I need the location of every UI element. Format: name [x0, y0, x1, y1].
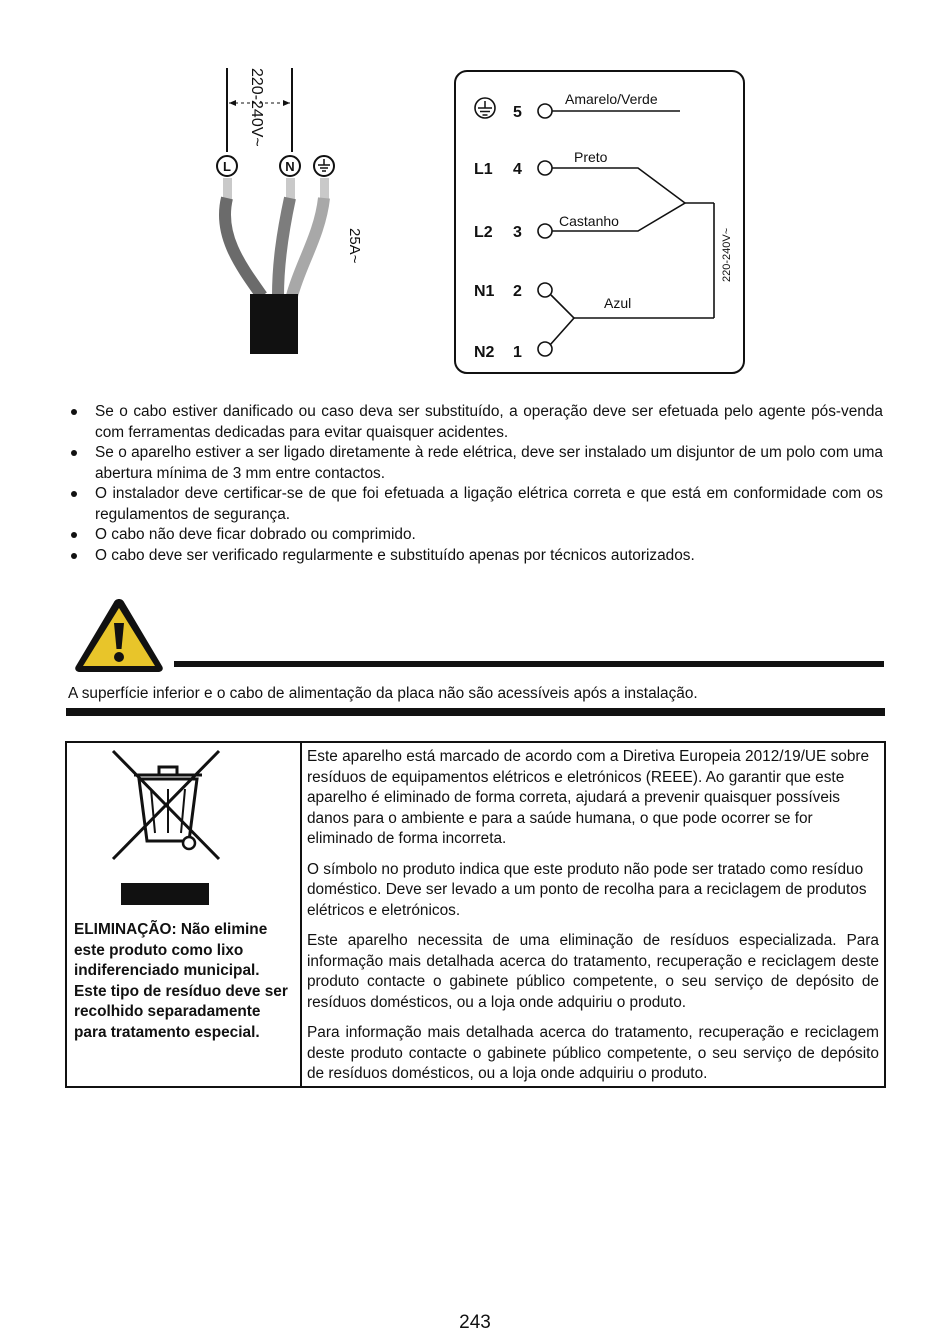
list-item: O instalador deve certificar-se de que foi efetuada a ligação elétrica correta e que está em conformidade com os regulamentos de segurança.	[68, 484, 883, 525]
terminal-label-l2: L2	[474, 224, 493, 241]
list-item: O cabo deve ser verificado regularmente e substituído apenas por técnicos autorizados.	[68, 546, 883, 567]
earth-ground-icon	[475, 98, 495, 118]
disposal-info-table	[65, 741, 886, 1088]
warning-triangle-icon	[72, 595, 166, 675]
terminal-label-l1: L1	[474, 161, 493, 178]
live-symbol-label: L	[223, 159, 231, 174]
terminal-screw-3	[538, 224, 552, 238]
wire-label-black: Preto	[574, 149, 608, 165]
neutral-symbol-label: N	[285, 159, 295, 174]
cable-voltage-label: 220-240V~	[248, 68, 265, 147]
warning-bottom-rule	[66, 708, 885, 716]
live-wire	[225, 198, 262, 296]
power-cable-diagram	[200, 60, 380, 360]
terminal-block-diagram	[452, 68, 748, 378]
disposal-paragraph: Este aparelho necessita de uma eliminação de resíduos especializada. Para informação mais detalhada acerca do tratamento, recuperação e reciclagem deste produto contacte o gabinete público competente, o seu serviço de depósito de resíduos domésticos, ou a loja onde adquiriu o produto.	[307, 932, 879, 1011]
disposal-details	[307, 747, 879, 1095]
terminal-number-2: 2	[513, 283, 522, 300]
table-divider	[300, 743, 302, 1086]
terminal-number-5: 5	[513, 104, 522, 121]
neutral-wire	[278, 198, 290, 296]
list-item: Se o aparelho estiver a ser ligado diretamente à rede elétrica, deve ser instalado um disjuntor de um polo com uma abertura mínima de 3 mm entre contactos.	[68, 443, 883, 484]
terminal-voltage-label: 220-240V~	[721, 227, 733, 282]
disposal-warning-text: ELIMINAÇÃO: Não elimine este produto como lixo indiferenciado municipal. Este tipo de resíduo deve ser recolhido separadamente para tratamento especial.	[74, 921, 288, 1041]
terminal-label-n2: N2	[474, 344, 495, 361]
warning-top-rule	[174, 661, 884, 667]
disposal-paragraph: Para informação mais detalhada acerca do tratamento, recuperação e reciclagem deste produto contacte o gabinete público competente, o seu serviço de depósito de resíduos domésticos, ou a loja onde adquiriu o produto.	[307, 1024, 879, 1082]
list-item: Se o cabo estiver danificado ou caso deva ser substituído, a operação deve ser efetuada pelo agente pós-venda com ferramentas dedicadas para evitar quaisquer acidentes.	[68, 402, 883, 443]
earth-wire	[292, 198, 324, 296]
terminal-screw-4	[538, 161, 552, 175]
safety-instructions-list	[68, 402, 883, 566]
warning-text: A superfície inferior e o cabo de alimentação da placa não são acessíveis após a instalação.	[68, 685, 698, 702]
terminal-screw-2	[538, 283, 552, 297]
terminal-label-n1: N1	[474, 283, 495, 300]
terminal-number-3: 3	[513, 224, 522, 241]
cable-jacket	[250, 294, 298, 354]
wire-label-yellow-green: Amarelo/Verde	[565, 91, 658, 107]
page-number: 243	[459, 1312, 491, 1333]
list-item: O cabo não deve ficar dobrado ou comprimido.	[68, 525, 883, 546]
disposal-paragraph: Este aparelho está marcado de acordo com a Diretiva Europeia 2012/19/UE sobre resíduos de equipamentos elétricos e eletrónicos (REEE). Ao garantir que este aparelho é eliminado de forma correta, ajudará a prevenir quaisquer possíveis danos para o ambiente e para a saúde humana, o que pode ocorrer se for eliminado de forma incorreta.	[307, 748, 870, 847]
crossed-out-wheelie-bin-icon	[107, 749, 223, 909]
cable-current-label: 25A~	[346, 228, 363, 264]
terminal-number-1: 1	[513, 344, 522, 361]
terminal-screw-5	[538, 104, 552, 118]
wire-label-brown: Castanho	[559, 213, 619, 229]
terminal-number-4: 4	[513, 161, 522, 178]
disposal-paragraph: O símbolo no produto indica que este produto não pode ser tratado como resíduo doméstico. Deve ser levado a um ponto de recolha para a reciclagem de produtos elétricos e eletrónicos.	[307, 860, 867, 919]
wire-label-blue: Azul	[604, 295, 632, 311]
earth-ground-icon	[314, 156, 334, 176]
